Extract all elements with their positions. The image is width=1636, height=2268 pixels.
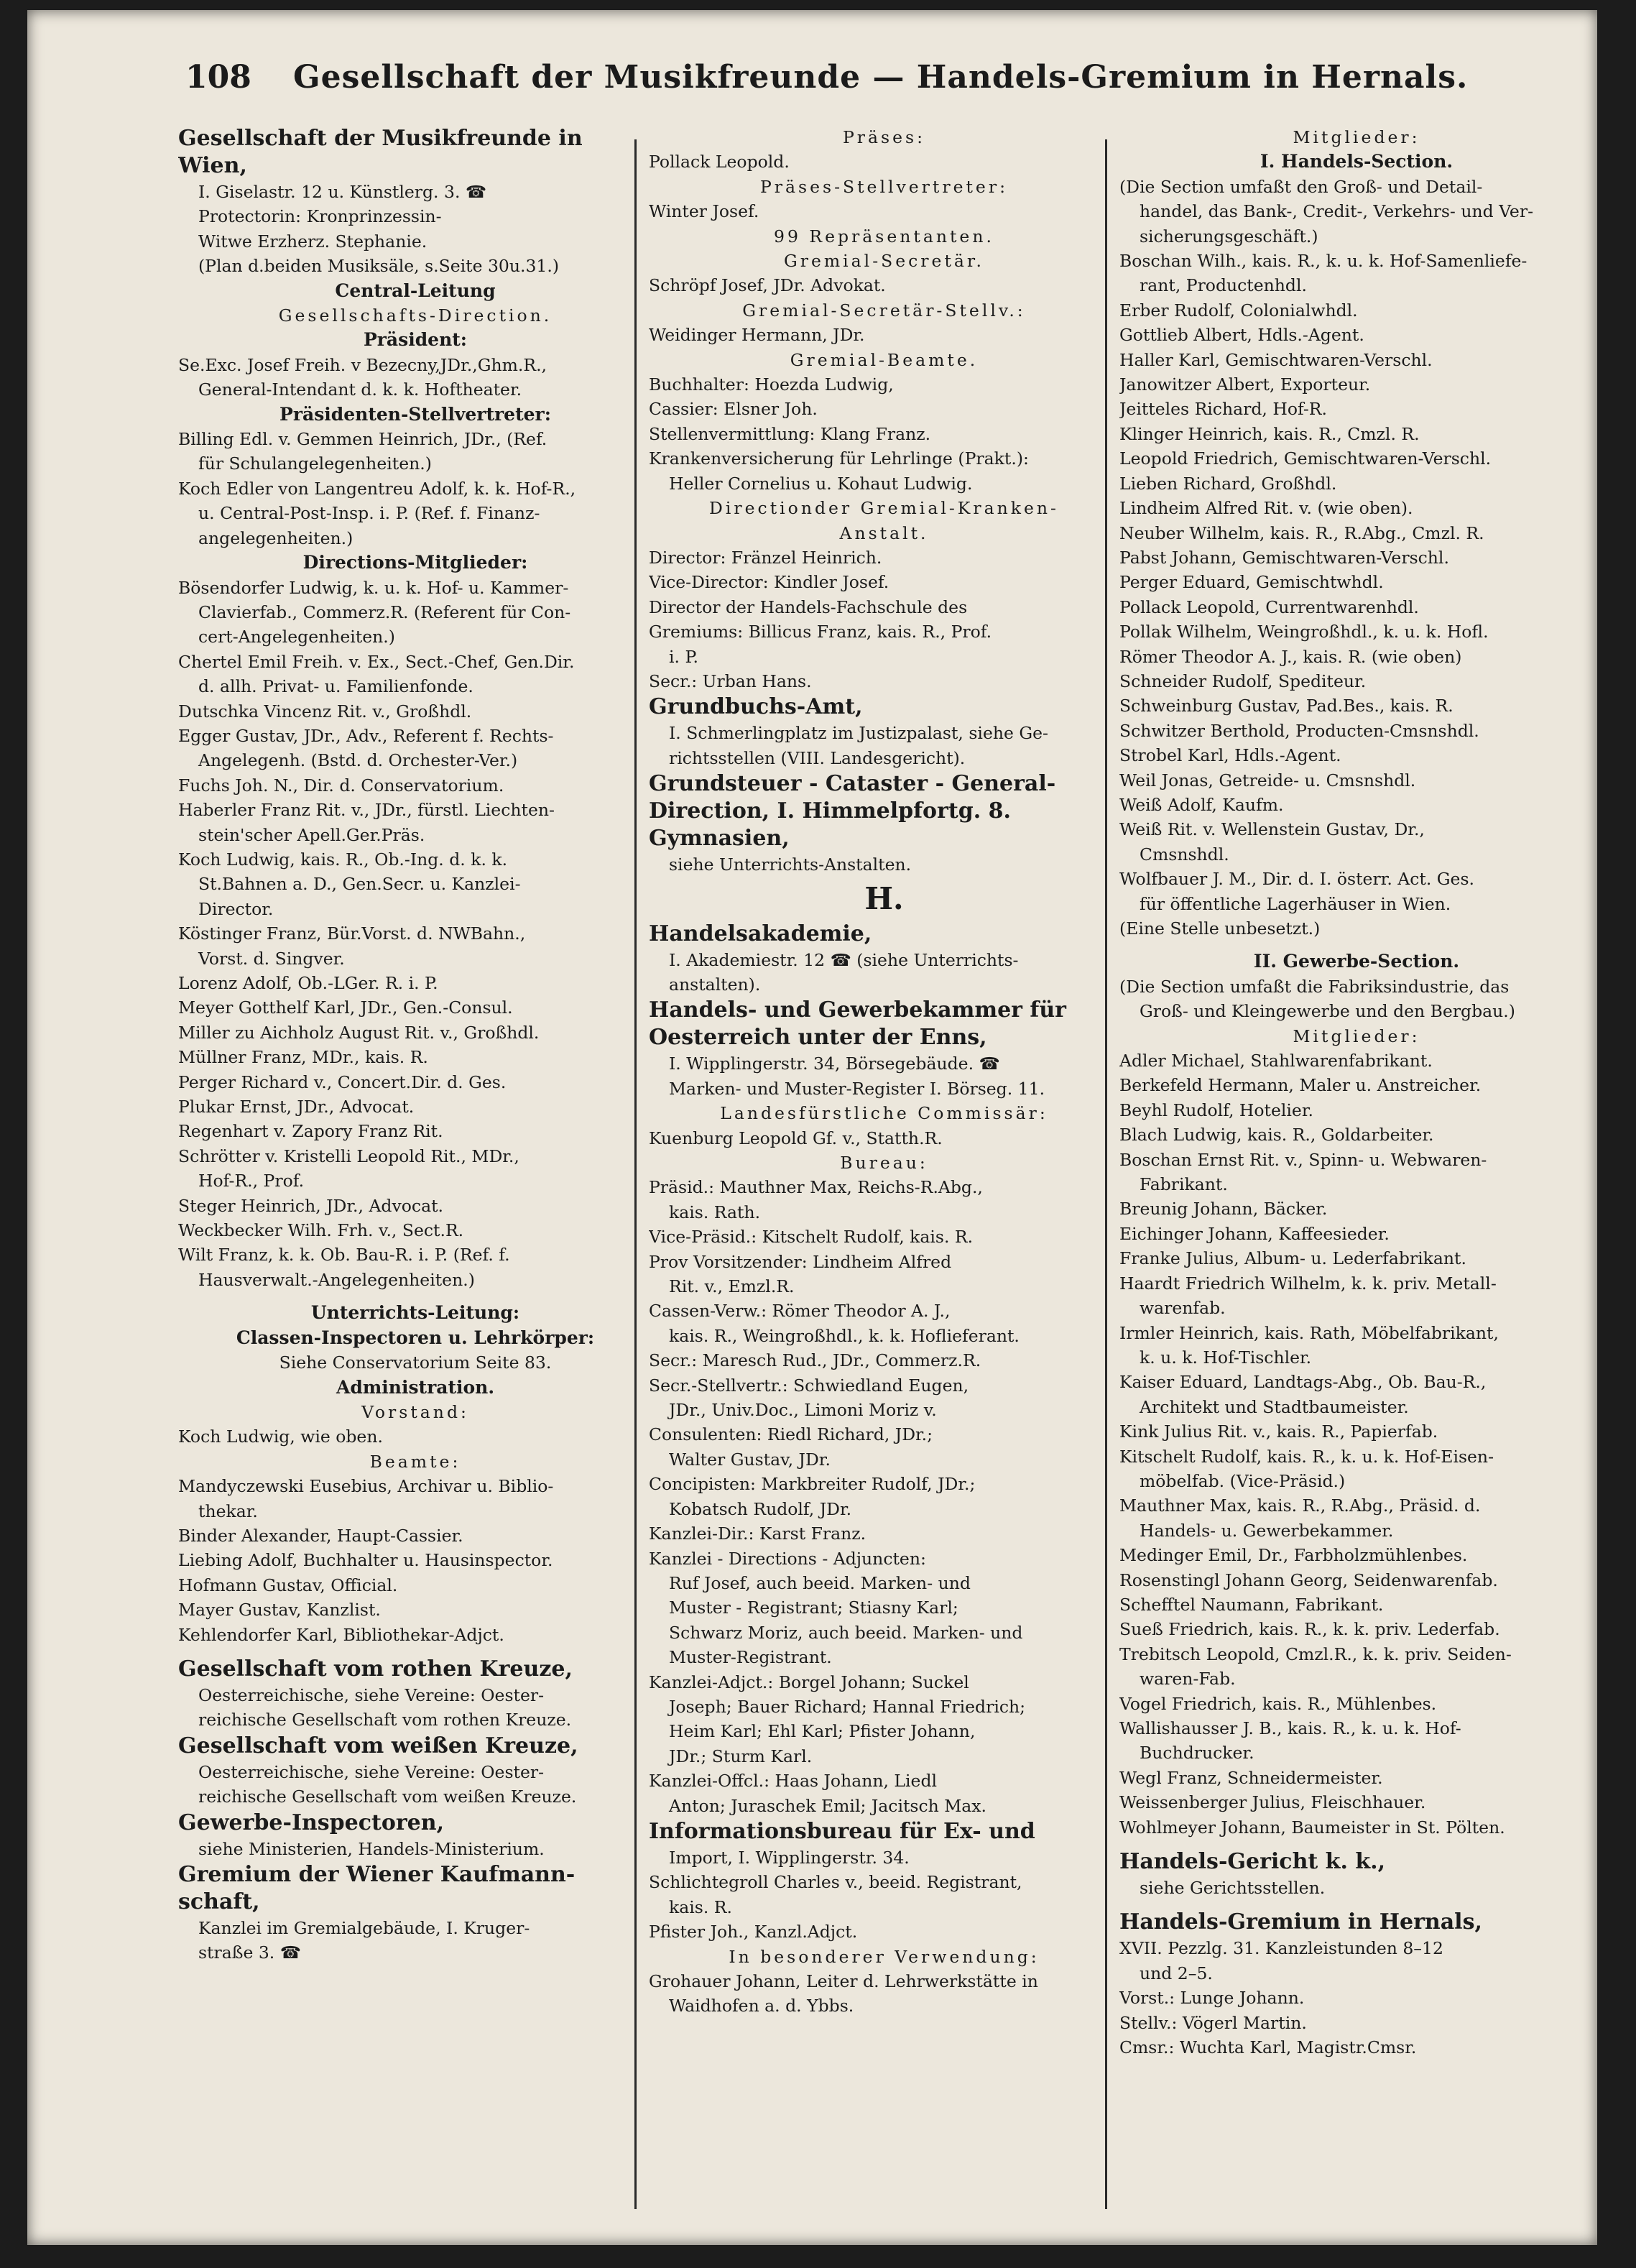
spacer	[178, 1647, 652, 1656]
text-line: Weckbecker Wilh. Frh. v., Sect.R.	[178, 1220, 464, 1241]
text-line: St.Bahnen a. D., Gen.Secr. u. Kanzlei-	[198, 874, 521, 895]
text-line: Regenhart v. Zapory Franz Rit.	[178, 1121, 443, 1142]
text-line: JDr.; Sturm Karl.	[669, 1746, 813, 1766]
text-line: cert-Angelegenheiten.)	[198, 627, 395, 647]
section-heading: I. Handels-Section.	[1260, 151, 1454, 172]
text-line: reichische Gesellschaft vom weißen Kreuze.	[198, 1787, 577, 1807]
text-line: Mauthner Max, kais. R., R.Abg., Präsid. d.	[1119, 1495, 1481, 1516]
text-line: Irmler Heinrich, kais. Rath, Möbelfabrikant,	[1119, 1322, 1499, 1343]
text-line: Boschan Wilh., kais. R., k. u. k. Hof-Samenliefe-	[1119, 251, 1528, 272]
text-line: Buchhalter: Hoezda Ludwig,	[649, 374, 894, 395]
text-line: Stellv.: Vögerl Martin.	[1119, 2012, 1307, 2033]
text-line: Perger Richard v., Concert.Dir. d. Ges.	[178, 1071, 507, 1092]
text-line: Oesterreichische, siehe Vereine: Oester-	[198, 1761, 545, 1782]
spaced-label: Gremial-Secretär.	[783, 251, 985, 272]
page-number: 108	[185, 59, 251, 96]
text-line: Joseph; Bauer Richard; Hannal Friedrich;	[669, 1696, 1026, 1717]
text-line: Haller Karl, Gemischtwaren-Verschl.	[1119, 349, 1433, 370]
text-line: kais. R.	[669, 1896, 732, 1917]
entry-heading: Direction, I. Himmelpfortg. 8.	[649, 798, 1011, 824]
text-line: Schefftel Naumann, Fabrikant.	[1119, 1594, 1384, 1615]
text-line: Plukar Ernst, JDr., Advocat.	[178, 1097, 415, 1117]
text-line: Jeitteles Richard, Hof-R.	[1119, 399, 1327, 420]
text-line: Schröpf Josef, JDr. Advokat.	[649, 275, 886, 296]
text-line: Adler Michael, Stahlwarenfabrikant.	[1119, 1051, 1433, 1071]
text-line: Vice-Director: Kindler Josef.	[649, 572, 889, 593]
spacer	[1119, 1900, 1594, 1909]
text-line: Wohlmeyer Johann, Baumeister in St. Pölten.	[1119, 1817, 1505, 1838]
entry-heading: Handelsakademie,	[649, 921, 872, 946]
text-line: Stellenvermittlung: Klang Franz.	[649, 423, 931, 444]
text-line: Koch Ludwig, wie oben.	[178, 1426, 383, 1447]
text-line: I. Giselastr. 12 u. Künstlerg. 3. ☎	[198, 182, 487, 202]
text-line: JDr., Univ.Doc., Limoni Moriz v.	[669, 1400, 937, 1421]
text-line: Kobatsch Rudolf, JDr.	[669, 1498, 852, 1519]
text-line: Eichinger Johann, Kaffeesieder.	[1119, 1223, 1390, 1244]
text-line: Bösendorfer Ludwig, k. u. k. Hof- u. Kammer-	[178, 577, 569, 598]
text-line: Kaiser Eduard, Landtags-Abg., Ob. Bau-R.,	[1119, 1372, 1487, 1393]
text-line: Römer Theodor A. J., kais. R. (wie oben)	[1119, 646, 1462, 667]
text-line: Erber Rudolf, Colonialwhdl.	[1119, 300, 1358, 321]
text-line: Weidinger Hermann, JDr.	[649, 325, 865, 346]
text-line: kais. R., Weingroßhdl., k. k. Hoflieferant.	[669, 1325, 1020, 1346]
text-line: Köstinger Franz, Bür.Vorst. d. NWBahn.,	[178, 923, 526, 944]
text-line: Weil Jonas, Getreide- u. Cmsnshdl.	[1119, 770, 1416, 790]
text-line: Präsid.: Mauthner Max, Reichs-R.Abg.,	[649, 1177, 983, 1198]
text-line: Secr.: Maresch Rud., JDr., Commerz.R.	[649, 1350, 981, 1371]
text-line: Heim Karl; Ehl Karl; Pfister Johann,	[669, 1721, 976, 1742]
text-line: I. Akademiestr. 12 ☎ (siehe Unterrichts-	[669, 949, 1019, 970]
letter-heading: H.	[864, 880, 904, 916]
entry-heading: Grundbuchs-Amt,	[649, 694, 863, 720]
text-line: (Eine Stelle unbesetzt.)	[1119, 918, 1321, 939]
text-line: Gremiums: Billicus Franz, kais. R., Prof.	[649, 622, 992, 642]
text-line: Hofmann Gustav, Official.	[178, 1575, 398, 1595]
text-line: straße 3. ☎	[198, 1942, 301, 1963]
text-line: Consulenten: Riedl Richard, JDr.;	[649, 1424, 933, 1445]
text-line: Pollak Wilhelm, Weingroßhdl., k. u. k. Hofl.	[1119, 622, 1489, 642]
text-line: Schwarz Moriz, auch beeid. Marken- und	[669, 1622, 1023, 1643]
text-line: Kanzlei-Offcl.: Haas Johann, Liedl	[649, 1771, 938, 1792]
text-line: Miller zu Aichholz August Rit. v., Großhdl.	[178, 1022, 540, 1043]
text-line: Pollack Leopold, Currentwarenhdl.	[1119, 596, 1419, 617]
text-line: k. u. k. Hof-Tischler.	[1140, 1347, 1312, 1368]
text-line: Berkefeld Hermann, Maler u. Anstreicher.	[1119, 1075, 1482, 1096]
spaced-label: Landesfürstliche Commissär:	[720, 1103, 1048, 1124]
text-line: Müllner Franz, MDr., kais. R.	[178, 1047, 428, 1068]
text-line: Ruf Josef, auch beeid. Marken- und	[669, 1572, 971, 1593]
spaced-label: Gesellschafts-Direction.	[278, 305, 553, 326]
entry-heading: Handels-Gericht k. k.,	[1119, 1849, 1386, 1875]
text-line: Weiß Adolf, Kaufm.	[1119, 794, 1284, 815]
text-line: waren-Fab.	[1140, 1669, 1236, 1690]
text-line: Witwe Erzherz. Stephanie.	[198, 231, 428, 252]
entry-heading: schaft,	[178, 1889, 260, 1914]
text-line: handel, das Bank-, Credit-, Verkehrs- und Ver-	[1140, 201, 1534, 222]
text-line: Rosenstingl Johann Georg, Seidenwarenfab.	[1119, 1569, 1498, 1590]
text-line: Marken- und Muster-Register I. Börseg. 11.	[669, 1078, 1045, 1099]
text-line: Cassier: Elsner Joh.	[649, 399, 818, 420]
text-line: Koch Ludwig, kais. R., Ob.-Ing. d. k. k.	[178, 849, 508, 870]
section-heading: II. Gewerbe-Section.	[1253, 951, 1460, 972]
text-line: Schrötter v. Kristelli Leopold Rit., MDr.,	[178, 1145, 519, 1166]
spaced-label: Präses-Stellvertreter:	[759, 176, 1008, 197]
text-line: u. Central-Post-Insp. i. P. (Ref. f. Finanz-	[198, 503, 540, 524]
page-header	[185, 59, 1469, 116]
text-line: Kanzlei im Gremialgebäude, I. Kruger-	[198, 1918, 530, 1938]
text-line: (Die Section umfaßt die Fabriksindustrie, das	[1119, 976, 1510, 997]
text-line: XVII. Pezzlg. 31. Kanzleistunden 8–12	[1119, 1938, 1443, 1959]
text-line: Cassen-Verw.: Römer Theodor A. J.,	[649, 1301, 951, 1322]
text-line: Koch Edler von Langentreu Adolf, k. k. Hof-R.,	[178, 478, 576, 499]
section-heading: Administration.	[336, 1376, 495, 1398]
text-line: I. Wipplingerstr. 34, Börsegebäude. ☎	[669, 1054, 1000, 1074]
text-line: siehe Ministerien, Handels-Ministerium.	[198, 1838, 545, 1859]
text-line: General-Intendant d. k. k. Hoftheater.	[198, 379, 522, 400]
text-line: Medinger Emil, Dr., Farbholzmühlenbes.	[1119, 1545, 1468, 1566]
text-line: Meyer Gotthelf Karl, JDr., Gen.-Consul.	[178, 997, 513, 1018]
text-line: Wilt Franz, k. k. Ob. Bau-R. i. P. (Ref. f.	[178, 1245, 510, 1266]
section-heading: Directions-Mitglieder:	[302, 552, 528, 573]
text-line: Pollack Leopold.	[649, 152, 790, 172]
spaced-label: Bureau:	[840, 1153, 928, 1173]
text-line: Schweinburg Gustav, Pad.Bes., kais. R.	[1119, 696, 1454, 716]
text-line: Lorenz Adolf, Ob.-LGer. R. i. P.	[178, 973, 438, 993]
text-line: (Plan d.beiden Musiksäle, s.Seite 30u.31.)	[198, 256, 560, 277]
entry-heading: Oesterreich unter der Enns,	[649, 1025, 987, 1051]
text-line: Franke Julius, Album- u. Lederfabrikant.	[1119, 1248, 1466, 1269]
text-line: Director: Fränzel Heinrich.	[649, 547, 882, 568]
text-line: Lindheim Alfred Rit. v. (wie oben).	[1119, 498, 1413, 519]
text-line: d. allh. Privat- u. Familienfonde.	[198, 676, 473, 697]
text-line: Secr.: Urban Hans.	[649, 670, 812, 691]
text-line: Blach Ludwig, kais. R., Goldarbeiter.	[1119, 1125, 1434, 1145]
text-line: kais. Rath.	[669, 1202, 761, 1222]
text-line: Clavierfab., Commerz.R. (Referent für Con-	[198, 601, 571, 622]
spaced-label: Präses:	[842, 127, 925, 147]
entry-heading: Gymnasien,	[649, 826, 790, 852]
text-line: Grohauer Johann, Leiter d. Lehrwerkstätte in	[649, 1971, 1038, 1991]
spaced-label: Vorstand:	[361, 1401, 469, 1422]
spaced-label: In besonderer Verwendung:	[729, 1946, 1040, 1967]
text-line: Fuchs Joh. N., Dir. d. Conservatorium.	[178, 775, 504, 796]
text-line: Binder Alexander, Haupt-Cassier.	[178, 1525, 463, 1546]
text-line: Beyhl Rudolf, Hotelier.	[1119, 1100, 1313, 1120]
text-line: I. Schmerlingplatz im Justizpalast, siehe Ge-	[669, 723, 1048, 744]
spaced-label: Directionder Gremial-Kranken-	[709, 498, 1059, 519]
text-line: Lieben Richard, Großhdl.	[1119, 473, 1337, 494]
text-line: stein'scher Apell.Ger.Präs.	[198, 824, 425, 845]
entry-heading: Informationsbureau für Ex- und	[649, 1818, 1035, 1844]
spaced-label: Gremial-Secretär-Stellv.:	[742, 300, 1026, 321]
text-line: Steger Heinrich, JDr., Advocat.	[178, 1195, 443, 1216]
text-line: für Schulangelegenheiten.)	[198, 453, 432, 474]
text-line: Muster-Registrant.	[669, 1647, 832, 1668]
text-line: Wegl Franz, Schneidermeister.	[1119, 1767, 1383, 1788]
text-line: und 2–5.	[1140, 1963, 1213, 1983]
entry-heading: Handels- und Gewerbekammer für	[649, 997, 1066, 1023]
text-line: Kuenburg Leopold Gf. v., Statth.R.	[649, 1128, 943, 1148]
text-line: Weiß Rit. v. Wellenstein Gustav, Dr.,	[1119, 819, 1425, 840]
text-line: Egger Gustav, JDr., Adv., Referent f. Rechts-	[178, 725, 554, 746]
entry-heading: Gesellschaft vom rothen Kreuze,	[178, 1656, 573, 1682]
text-line: Perger Eduard, Gemischtwhdl.	[1119, 572, 1384, 593]
text-line: Heller Cornelius u. Kohaut Ludwig.	[669, 473, 973, 494]
text-line: Billing Edl. v. Gemmen Heinrich, JDr., (Ref.	[178, 429, 547, 450]
text-line: warenfab.	[1140, 1298, 1226, 1319]
text-line: Liebing Adolf, Buchhalter u. Hausinspector.	[178, 1550, 553, 1571]
entry-heading: Gewerbe-Inspectoren,	[178, 1810, 445, 1835]
text-line: (Die Section umfaßt den Groß- und Detail-	[1119, 176, 1483, 197]
text-line: Vorst. d. Singver.	[198, 948, 345, 969]
text-line: Hof-R., Prof.	[198, 1171, 305, 1191]
text-line: Kitschelt Rudolf, kais. R., k. u. k. Hof-Eisen-	[1119, 1446, 1494, 1467]
text-line: Schwitzer Berthold, Producten-Cmsnshdl.	[1119, 720, 1479, 741]
text-line: Waidhofen a. d. Ybbs.	[669, 1996, 854, 2016]
text-line: Fabrikant.	[1140, 1174, 1228, 1195]
text-line: thekar.	[198, 1501, 258, 1521]
text-line: anstalten).	[669, 974, 761, 995]
text-line: Sueß Friedrich, kais. R., k. k. priv. Lederfab.	[1119, 1619, 1500, 1640]
text-line: für öffentliche Lagerhäuser in Wien.	[1140, 893, 1451, 914]
text-line: Concipisten: Markbreiter Rudolf, JDr.;	[649, 1474, 976, 1495]
section-heading: Präsident:	[363, 329, 468, 351]
text-line: angelegenheiten.)	[198, 527, 353, 548]
text-line: Rit. v., Emzl.R.	[669, 1276, 795, 1297]
text-line: Wallishausser J. B., kais. R., k. u. k. Hof-	[1119, 1718, 1461, 1738]
text-line: Architekt und Stadtbaumeister.	[1140, 1396, 1409, 1417]
text-line: Se.Exc. Josef Freih. v Bezecny,JDr.,Ghm.R.,	[178, 354, 547, 375]
text-line: Walter Gustav, JDr.	[669, 1449, 831, 1470]
text-line: Haberler Franz Rit. v., JDr., fürstl. Liechten-	[178, 800, 555, 821]
running-title: Gesellschaft der Musikfreunde — Handels-Gremium in Hernals.	[293, 59, 1469, 96]
text-line: Haardt Friedrich Wilhelm, k. k. priv. Metall-	[1119, 1273, 1497, 1294]
text-line: rant, Productenhdl.	[1140, 275, 1307, 296]
text-line: Krankenversicherung für Lehrlinge (Prakt.):	[649, 448, 1029, 469]
text-line: Vorst.: Lunge Johann.	[1119, 1988, 1305, 2009]
text-line: Handels- u. Gewerbekammer.	[1140, 1520, 1394, 1541]
text-line: Vogel Friedrich, kais. R., Mühlenbes.	[1119, 1693, 1437, 1714]
text-line: Neuber Wilhelm, kais. R., R.Abg., Cmzl. R.	[1119, 522, 1484, 543]
text-line: Boschan Ernst Rit. v., Spinn- u. Webwaren-	[1119, 1149, 1487, 1170]
section-heading: Central-Leitung	[335, 280, 496, 301]
section-heading: Präsidenten-Stellvertreter:	[279, 403, 551, 425]
text-line: Director der Handels-Fachschule des	[649, 596, 968, 617]
text-line: Cmsr.: Wuchta Karl, Magistr.Cmsr.	[1119, 2037, 1417, 2058]
text-line: Pabst Johann, Gemischtwaren-Verschl.	[1119, 547, 1449, 568]
spacer	[1119, 1840, 1594, 1848]
text-line: Buchdrucker.	[1140, 1743, 1254, 1764]
text-line: siehe Gerichtsstellen.	[1140, 1878, 1326, 1899]
text-line: sicherungsgeschäft.)	[1140, 226, 1318, 246]
text-line: Groß- und Kleingewerbe und den Bergbau.)	[1140, 1001, 1515, 1022]
spaced-label: Mitglieder:	[1293, 1025, 1420, 1046]
text-line: Prov Vorsitzender: Lindheim Alfred	[649, 1251, 952, 1272]
section-heading: Classen-Inspectoren u. Lehrkörper:	[236, 1327, 595, 1348]
text-line: Kanzlei-Adjct.: Borgel Johann; Suckel	[649, 1672, 969, 1692]
text-line: Breunig Johann, Bäcker.	[1119, 1199, 1328, 1220]
text-line: Kink Julius Rit. v., kais. R., Papierfab.	[1119, 1421, 1438, 1442]
text-line: Import, I. Wipplingerstr. 34.	[669, 1847, 910, 1868]
entry-heading: Wien,	[178, 153, 247, 178]
text-line: Pfister Joh., Kanzl.Adjct.	[649, 1922, 858, 1942]
text-line: richtsstellen (VIII. Landesgericht).	[669, 747, 966, 768]
text-line: Anton; Juraschek Emil; Jacitsch Max.	[669, 1795, 987, 1816]
text-line: Weissenberger Julius, Fleischhauer.	[1119, 1792, 1426, 1813]
scanned-page	[27, 10, 1597, 2245]
spaced-label: Gremial-Beamte.	[790, 349, 979, 370]
spacer	[178, 1292, 652, 1301]
text-line: Kanzlei - Directions - Adjuncten:	[649, 1548, 926, 1569]
text-line: Kehlendorfer Karl, Bibliothekar-Adjct.	[178, 1624, 504, 1645]
text-line: Leopold Friedrich, Gemischtwaren-Verschl.	[1119, 448, 1492, 469]
text-line: Strobel Karl, Hdls.-Agent.	[1119, 745, 1341, 766]
text-line: möbelfab. (Vice-Präsid.)	[1140, 1470, 1346, 1491]
text-line: Siehe Conservatorium Seite 83.	[279, 1352, 552, 1373]
text-line: Winter Josef.	[649, 201, 759, 222]
column-middle	[649, 125, 1119, 2209]
text-line: Kanzlei-Dir.: Karst Franz.	[649, 1523, 866, 1544]
text-line: Klinger Heinrich, kais. R., Cmzl. R.	[1119, 423, 1420, 444]
entry-heading: Handels-Gremium in Hernals,	[1119, 1909, 1482, 1935]
text-line: Mayer Gustav, Kanzlist.	[178, 1600, 381, 1621]
text-line: Cmsnshdl.	[1140, 844, 1229, 865]
text-line: reichische Gesellschaft vom rothen Kreuze.	[198, 1710, 572, 1730]
entry-heading: Grundsteuer - Cataster - General-	[649, 771, 1056, 797]
text-line: i. P.	[669, 646, 698, 667]
text-line: Janowitzer Albert, Exporteur.	[1119, 374, 1371, 395]
text-line: Chertel Emil Freih. v. Ex., Sect.-Chef, Gen.Dir.	[178, 651, 575, 672]
text-line: Muster - Registrant; Stiasny Karl;	[669, 1598, 958, 1618]
spaced-label: Anstalt.	[839, 522, 929, 543]
spaced-label: Beamte:	[369, 1451, 461, 1472]
entry-heading: Gesellschaft vom weißen Kreuze,	[178, 1733, 578, 1758]
text-line: Angelegenh. (Bstd. d. Orchester-Ver.)	[198, 750, 518, 771]
text-line: Dutschka Vincenz Rit. v., Großhdl.	[178, 701, 472, 722]
text-line: Wolfbauer J. M., Dir. d. I. österr. Act. Ges.	[1119, 869, 1474, 890]
text-line: Vice-Präsid.: Kitschelt Rudolf, kais. R.	[649, 1227, 974, 1248]
text-line: Schlichtegroll Charles v., beeid. Registrant,	[649, 1872, 1022, 1893]
text-line: Oesterreichische, siehe Vereine: Oester-	[198, 1684, 545, 1705]
text-line: Gottlieb Albert, Hdls.-Agent.	[1119, 325, 1364, 346]
entry-heading: Gremium der Wiener Kaufmann-	[178, 1862, 576, 1887]
entry-heading: Gesellschaft der Musikfreunde in	[178, 126, 583, 151]
column-left	[178, 125, 652, 2209]
column-right	[1119, 125, 1594, 2209]
text-line: Trebitsch Leopold, Cmzl.R., k. k. priv. Seiden-	[1119, 1644, 1512, 1664]
text-line: Secr.-Stellvertr.: Schwiedland Eugen,	[649, 1375, 969, 1396]
text-line: Protectorin: Kronprinzessin-	[198, 206, 442, 227]
spaced-label: Mitglieder:	[1293, 127, 1420, 147]
section-heading: Unterrichts-Leitung:	[310, 1302, 520, 1324]
text-line: Schneider Rudolf, Spediteur.	[1119, 670, 1367, 691]
spacer	[1119, 941, 1594, 949]
spaced-label: 99 Repräsentanten.	[774, 226, 994, 246]
text-line: Director.	[198, 898, 274, 919]
text-line: Hausverwalt.-Angelegenheiten.)	[198, 1269, 475, 1290]
text-line: Mandyczewski Eusebius, Archivar u. Biblio-	[178, 1476, 554, 1497]
text-line: siehe Unterrichts-Anstalten.	[669, 854, 912, 875]
